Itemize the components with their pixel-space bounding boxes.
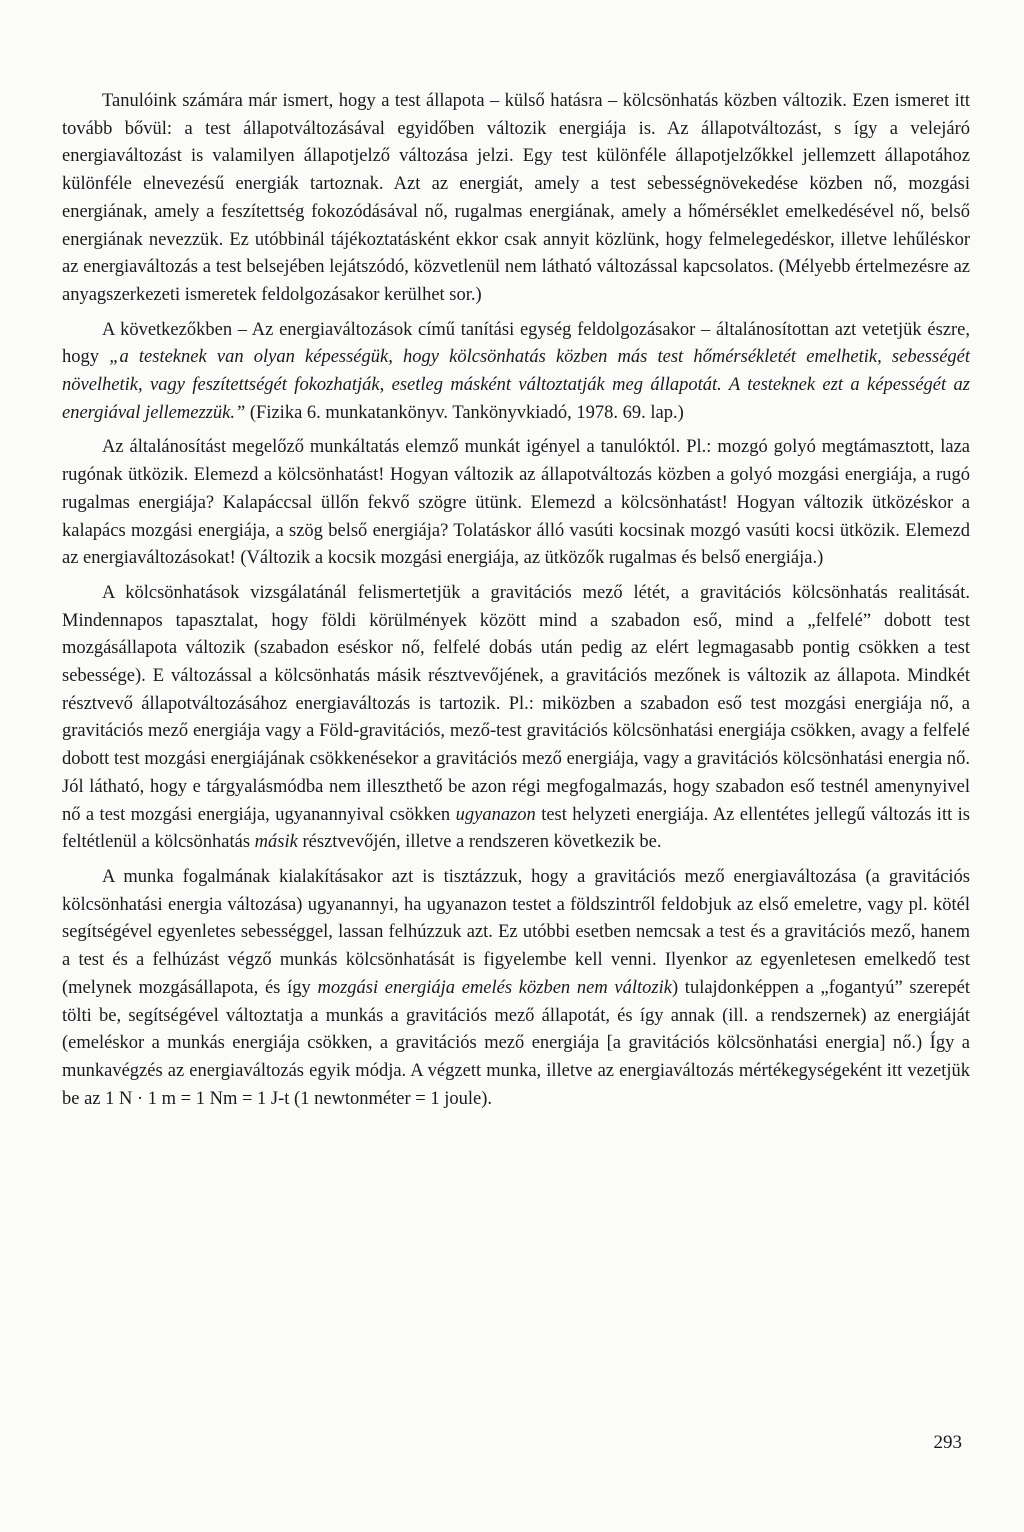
body-text — [62, 88, 970, 1120]
text-run: (Fizika 6. munkatankönyv. Tankönyvkiadó, 1978. 69. lap.) — [245, 402, 684, 423]
italic-text-run: ugyanazon — [455, 804, 536, 825]
text-run: test helyzeti energiája. Az ellentétes jellegű változás itt is feltétlenül a kölcsönhatás — [62, 804, 970, 853]
paragraph — [62, 580, 970, 857]
paragraph — [62, 88, 970, 310]
text-run: A következőkben – Az energiaváltozások című tanítási egység feldolgozásakor – általánosítottan azt vetetjük észre, hogy — [62, 319, 970, 368]
page-number: 293 — [933, 1432, 962, 1453]
text-run: A kölcsönhatások vizsgálatánál felismertetjük a gravitációs mező létét, a gravitációs kölcsönhatás realitását. Mindennapos tapasztalat, hogy földi körülmények között mind a szabadon eső, mind a „felfelé” dobott test mozgásállapota változik (szabadon eséskor nő, felfelé dobás után pedig az elért legmagasabb pontig csökken a test sebessége). E változással a kölcsönhatás másik résztvevőjének, a gravitációs mezőnek is változik az állapota. Mindkét résztvevő állapotváltozásához energiaváltozás is tartozik. Pl.: miközben a szabadon eső test mozgási energiája nő, a gravitációs mező energiája vagy a Föld-gravitációs, mező-test gravitációs kölcsönhatási energiája csökken, avagy a felfelé dobott test mozgási energiájának csökkenésekor a gravitációs mező energiája, vagy a gravitációs kölcsönhatási energia nő. Jól látható, hogy e tárgyalásmódba nem illeszthető be azon régi megfogalmazás, hogy szabadon eső testnél amenynyivel nő a test mozgási energiája, ugyanannyival csökken — [62, 582, 970, 825]
paragraph — [62, 864, 970, 1113]
text-run: ) tulajdonképpen a „fogantyú” szerepét tölti be, segítségével változtatja a munkás a gravitációs mező állapotát, és így annak (ill. a rendszernek) az energiáját (emeléskor a munkás energiája csökken, a gravitációs mező energiája [a gravitációs kölcsönhatási energia] nő.) Így a munkavégzés az energiaváltozás egyik módja. A végzett munka, illetve az energiaváltozás mértékegységeként itt vezetjük be az 1 N · 1 m = 1 Nm = 1 J-t (1 newtonméter = 1 joule). — [62, 977, 970, 1109]
italic-text-run: mozgási energiája emelés közben nem változik — [317, 977, 672, 998]
italic-text-run: „a testeknek van olyan képességük, hogy kölcsönhatás közben más test hőmérsékletét emelhetik, sebességét növelhetik, vagy feszítettségét fokozhatják, esetleg másként változtatják meg állapotát. A testeknek ezt a képességét az energiával jellemezzük.” — [62, 347, 971, 423]
paragraph — [62, 434, 970, 573]
text-run: Tanulóink számára már ismert, hogy a test állapota – külső hatásra – kölcsönhatás közben változik. Ezen ismeret itt tovább bővül: a test állapotváltozásával egyidőben változik energiája is. Az állapotváltozást, s így a velejáró energiaváltozást is valamilyen állapotjelző változása jelzi. Egy test különféle állapotjelzőkkel jellemzett állapotához különféle elnevezésű energiák tartoznak. Azt az energiát, amely a test sebességnövekedése közben nő, mozgási energiának, amely a feszítettség fokozódásával nő, rugalmas energiának, amely a hőmérséklet emelkedésével nő, belső energiának nevezzük. Ez utóbbinál tájékoztatásként ekkor csak annyit közlünk, hogy felmelegedéskor, illetve lehűléskor az energiaváltozás a test belsejében lejátszódó, közvetlenül nem látható változással kapcsolatos. (Mélyebb értelmezésre az anyagszerkezeti ismeretek feldolgozásakor kerülhet sor.) — [62, 91, 970, 305]
text-run: A munka fogalmának kialakításakor azt is tisztázzuk, hogy a gravitációs mező energiaváltozása (a gravitációs kölcsönhatási energia változása) ugyanannyi, ha ugyanazon testet a földszintről feldobjuk az első emeletre, vagy pl. kötél segítségével egyenletes sebességgel, lassan felhúzzuk azt. Ez utóbbi esetben nemcsak a test és a gravitációs mező, hanem a test és a felhúzást végző munkás kölcsönhatását is figyelembe kell venni. Ilyenkor az egyenletesen emelkedő test (melynek mozgásállapota, és így — [62, 866, 970, 998]
italic-text-run: másik — [254, 832, 298, 853]
paragraph — [62, 317, 970, 428]
text-run: résztvevőjén, illetve a rendszeren következik be. — [297, 832, 662, 853]
text-run: Az általánosítást megelőző munkáltatás elemző munkát igényel a tanulóktól. Pl.: mozgó golyó megtámasztott, laza rugónak ütközik. Elemezd a kölcsönhatást! Hogyan változik az állapotváltozás közben a golyó mozgási energiája, a rugó rugalmas energiája? Kalapáccsal üllőn fekvő szögre ütünk. Elemezd a kölcsönhatást! Hogyan változik ütközéskor a kalapács mozgási energiája, a szög belső energiája? Tolatáskor álló vasúti kocsinak mozgó vasúti kocsi ütközik. Elemezd az energiaváltozásokat! (Változik a kocsik mozgási energiája, az ütközők rugalmas és belső energiája.) — [62, 437, 970, 569]
